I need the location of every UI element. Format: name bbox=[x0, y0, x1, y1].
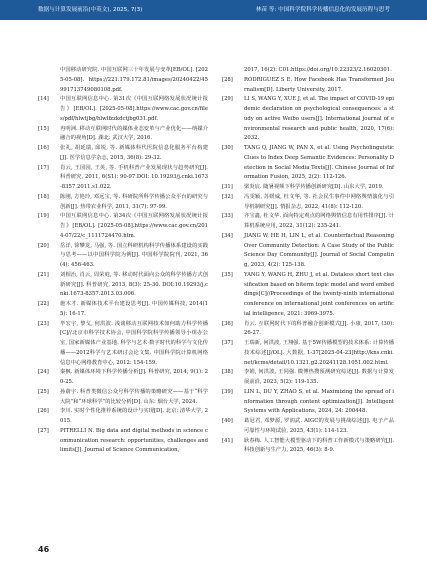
reference-entry bbox=[222, 271, 394, 320]
reference-number: [20] bbox=[38, 242, 49, 249]
reference-number: [29] bbox=[222, 96, 233, 103]
reference-text: 李娟, 何洪波, 王同强. 微博热搜预测研究综述[J]. 数据与计算发展前沿, 2023, 5(2): 119-135. bbox=[244, 369, 394, 385]
reference-text: PITRELLI N. Big data and digital methods in science communication research: opportunities, challenges and limits[J]. Journal of Science Communication, bbox=[60, 427, 208, 454]
reference-entry bbox=[38, 320, 208, 369]
reference-number: [25] bbox=[38, 388, 49, 395]
reference-number: [34] bbox=[222, 232, 233, 239]
reference-text: 梁炎宸. 随暑视频下科学传播创新研究[D]. 山东大学, 2019. bbox=[244, 184, 384, 190]
reference-entry bbox=[38, 212, 208, 241]
reference-text: 冉明洲. 移动互联网时代的媒体业态变革与产业优化——纳媒介融合的视角[D]. 湖北: 武汉大学, 2016. bbox=[60, 125, 208, 142]
reference-text: 中国移动研究院. 中国互联网三十年发展与变革[EB/OL]. [2025-05-08]. https://221.179.172.81/images/20240422/45991713749080108.pdf. bbox=[60, 67, 208, 93]
reference-entry bbox=[222, 368, 394, 388]
reference-text: TANG Q, JIANG W, PAN X, et al. Using Psycholinguistic Clues to Index Deep Semantic Evidences: Personality Detection in Social Media Texts[J]. Chinese Journal of Information Fusion, 2025, 2(2): 112-126. bbox=[244, 145, 394, 181]
reference-text: 李川. 实时个性化推荐系统的设计与实现[D]. 北京: 清华大学, 2015. bbox=[60, 408, 208, 424]
reference-number: [19] bbox=[38, 213, 49, 220]
reference-number: [41] bbox=[222, 437, 233, 444]
reference-number: [21] bbox=[38, 271, 49, 278]
reference-number: [37] bbox=[222, 340, 233, 346]
reference-entry bbox=[38, 242, 208, 271]
reference-number: [14] bbox=[38, 96, 49, 103]
reference-text: 冯雯颖, 苏媛威, 杜文华, 等. 社会民生事件中网络舆情演化与引导机制研究[J]. 情报杂志, 2022, 41(8): 112-120. bbox=[244, 193, 394, 210]
reference-column-left bbox=[38, 66, 208, 456]
reference-number: [33] bbox=[222, 213, 233, 220]
reference-entry bbox=[222, 76, 394, 96]
reference-number: [16] bbox=[38, 145, 49, 151]
reference-text: 刘相治, 肖云, 周荣庭, 等. 移动时代面向公众的科学传播方式创新研究[J]. 科普研究, 2013, 8(3): 25-30. DOI:10.19293/j.cnki.1673-8357.2013.03.006. bbox=[60, 271, 208, 298]
reference-text: 施木才. 新媒体技术平台建设思考[J]. 中国传媒科技, 2014(15): 16-17. bbox=[60, 301, 208, 317]
reference-entry bbox=[222, 212, 394, 232]
reference-entry bbox=[222, 388, 394, 417]
reference-number: [27] bbox=[38, 427, 49, 434]
reference-entry bbox=[38, 271, 208, 300]
reference-text: 陈刚, 方艳玲, 邓远宝, 等. 科研院所科学传播公众平台的研究与创新[J]. 热带农业科学, 2011, 31(7): 97-99. bbox=[60, 193, 208, 210]
reference-number: [30] bbox=[222, 145, 233, 151]
reference-number: [35] bbox=[222, 271, 233, 278]
reference-entry bbox=[222, 183, 394, 193]
reference-entry bbox=[38, 407, 208, 427]
reference-text: 2017, 16(2): C01.https://doi.org/10.22323/2.16020301. bbox=[244, 67, 392, 73]
reference-number: [23] bbox=[38, 320, 49, 327]
reference-number: [17] bbox=[38, 164, 49, 171]
reference-number: [24] bbox=[38, 369, 49, 376]
reference-entry bbox=[38, 427, 208, 456]
reference-entry bbox=[38, 300, 208, 320]
reference-number: [15] bbox=[38, 125, 49, 132]
reference-text: LI S, WANG Y, XUE J, et al. The impact of COVID-19 epidemic declaration on psychological consequences: a study on active Weibo users[J]. International journal of environmental research and public health, 2020, 17(6): 2032. bbox=[244, 96, 394, 142]
reference-text: RODRIGUEZ S E. How Facebook Has Transformed Journalism[D]. Liberty University, 2017. bbox=[244, 76, 394, 93]
reference-text: 中国互联网信息中心. 第31次《中国互联网络发展状况统计报告》[EB/OL]. [2025-05-08].https://www.cac.gov.cn/files/pdf/hlwtjbg/hlwlfzzkdctjbg031.pdf. bbox=[60, 96, 208, 122]
reference-text: 毕宏宇, 黎戈, 何洪波. 浅谈移动互联网技术如何助力科学传播[C]//北京市科学技术协会, 中国科学院科学传播领导小组办公室, 国家新媒体产业基地. 科学与艺术·数字时代的科学与文化传播——2012科学与艺术研讨会论文集. 中国科学院计算机网络信息中心网络教育中心, 2012: 154-159. bbox=[60, 320, 208, 366]
reference-number: [39] bbox=[222, 388, 233, 395]
reference-entry bbox=[38, 388, 208, 408]
reference-text: 秦枫. 新媒体环境下科学传播分析[J]. 科普研究, 2014, 9(1): 20-25. bbox=[60, 369, 208, 385]
reference-number: [40] bbox=[222, 418, 233, 424]
reference-number: [28] bbox=[222, 76, 233, 83]
reference-text: JIANG W, HE H, LIN L, et al. Counterfactual Reasoning Over Community Detection: A Case Study of the Public Science Day Community[J]. Journal of Social Computing, 2023, 4(2): 125-138. bbox=[244, 232, 394, 268]
reference-entry bbox=[38, 125, 208, 145]
reference-text: 葛冠君, 邓梦源, 罗润武. AIGC的发展与挑战综述[J]. 电子产品可靠性与环境试验, 2025, 43(1): 114-123. bbox=[244, 418, 394, 434]
reference-text: 孙蔚宇. 科普类微信公众号科学传播的策略研究——基于“科学大院”和“环球科学”的比较分析[D]. 山东: 烟台大学, 2024. bbox=[60, 388, 208, 405]
reference-entry bbox=[38, 193, 208, 213]
reference-text: 耿春梅. 人工智能大模型驱动下的科普工作新模式与策略研究[J]. 科技创新与生产力, 2025, 46(3): 8-9. bbox=[244, 437, 394, 454]
reference-number: [38] bbox=[222, 369, 233, 376]
reference-entry bbox=[222, 437, 394, 457]
reference-number: [22] bbox=[38, 301, 49, 307]
reference-entry bbox=[222, 417, 394, 437]
reference-entry bbox=[222, 66, 394, 76]
reference-number: [18] bbox=[38, 193, 49, 200]
reference-text: 齐宝鑫, 杜文华. 面向特定观点的网络舆情信息有用性排序[J]. 计算机系统应用, 2022, 31(12): 235-241. bbox=[244, 213, 394, 229]
reference-number: [36] bbox=[222, 320, 233, 327]
reference-entry bbox=[222, 339, 394, 368]
journal-title: 数据与计算发展前沿(中英文), 2025, 7(3) bbox=[38, 7, 143, 13]
reference-text: YANG Y, WANG H, ZHU J, et al. Dataless short text classification based on biterm topic model and word embeddings[C]//Proceedings of the twenty-ninth international conference on international joint conferences on artificial intelligence, 2021: 3969-3975. bbox=[244, 271, 394, 317]
reference-number: [31] bbox=[222, 184, 233, 190]
reference-text: 肖云. 互联网时代下的科普融合创新模式[J]. 小康, 2017, (30): 26-27. bbox=[244, 320, 394, 337]
reference-entry bbox=[222, 232, 394, 271]
reference-number: [32] bbox=[222, 193, 233, 200]
reference-text: 王瑞新, 何洪波, 王翔强. 基于5W传播模型的技术体系: 计算传播技术综述[J/OL]. 大数据, 1-37[2025-04-23]http://kns.cnki.net/kcms/detail/10.1321.g2.20241128.1051.002.html. bbox=[244, 340, 394, 366]
reference-entry bbox=[38, 95, 208, 124]
reference-entry bbox=[38, 164, 208, 193]
journal-header-bar bbox=[0, 0, 427, 20]
reference-entry bbox=[222, 95, 394, 144]
reference-text: 中国互联网信息中心. 第34次《中国互联网络发展状况统计报告》[EB/OL]. [2025-05-08].https://www.cac.gov.cn/2014-07/22/c_1111724470.htm. bbox=[60, 213, 208, 239]
reference-entry bbox=[38, 144, 208, 164]
reference-text: LIN L, DU Y, ZHAO S, et al. Maximizing the spread of information through content optimization[J]. Intelligent Systems with Applications, 2024, 24: 200448. bbox=[244, 388, 394, 415]
reference-entry bbox=[222, 144, 394, 183]
reference-entry bbox=[38, 368, 208, 388]
reference-text: 张礼, 胡延瑞, 邱锐, 等. 新媒体科代医院信息化服务平台构建[J]. 医学信息学杂志, 2015, 36(8): 29-32. bbox=[60, 145, 208, 161]
reference-entry bbox=[222, 320, 394, 340]
reference-text: 岳洋, 徐攀龙, 马强, 等. 国立科研机构科学传播体系建设的实践与思考——以中国科学院为例[J]. 中国科学院院刊, 2021, 36(4): 456-463. bbox=[60, 242, 208, 268]
article-running-title: 林苗 等: 中国科学院科学传播信息化的发展历程与思考 bbox=[255, 7, 390, 13]
reference-text: 肖云, 王园园, 王英, 等. 手机科普产业发展现状与趋势研究[J]. 科普研究, 2011, 6(S1): 90-97.DOI: 10.19293/j.cnki.1673-8357.2011.s1.022. bbox=[60, 164, 208, 190]
reference-entry bbox=[222, 193, 394, 213]
page-number: 46 bbox=[38, 545, 50, 554]
reference-entry bbox=[38, 66, 208, 95]
reference-number: [26] bbox=[38, 408, 49, 415]
reference-column-right bbox=[222, 66, 394, 456]
